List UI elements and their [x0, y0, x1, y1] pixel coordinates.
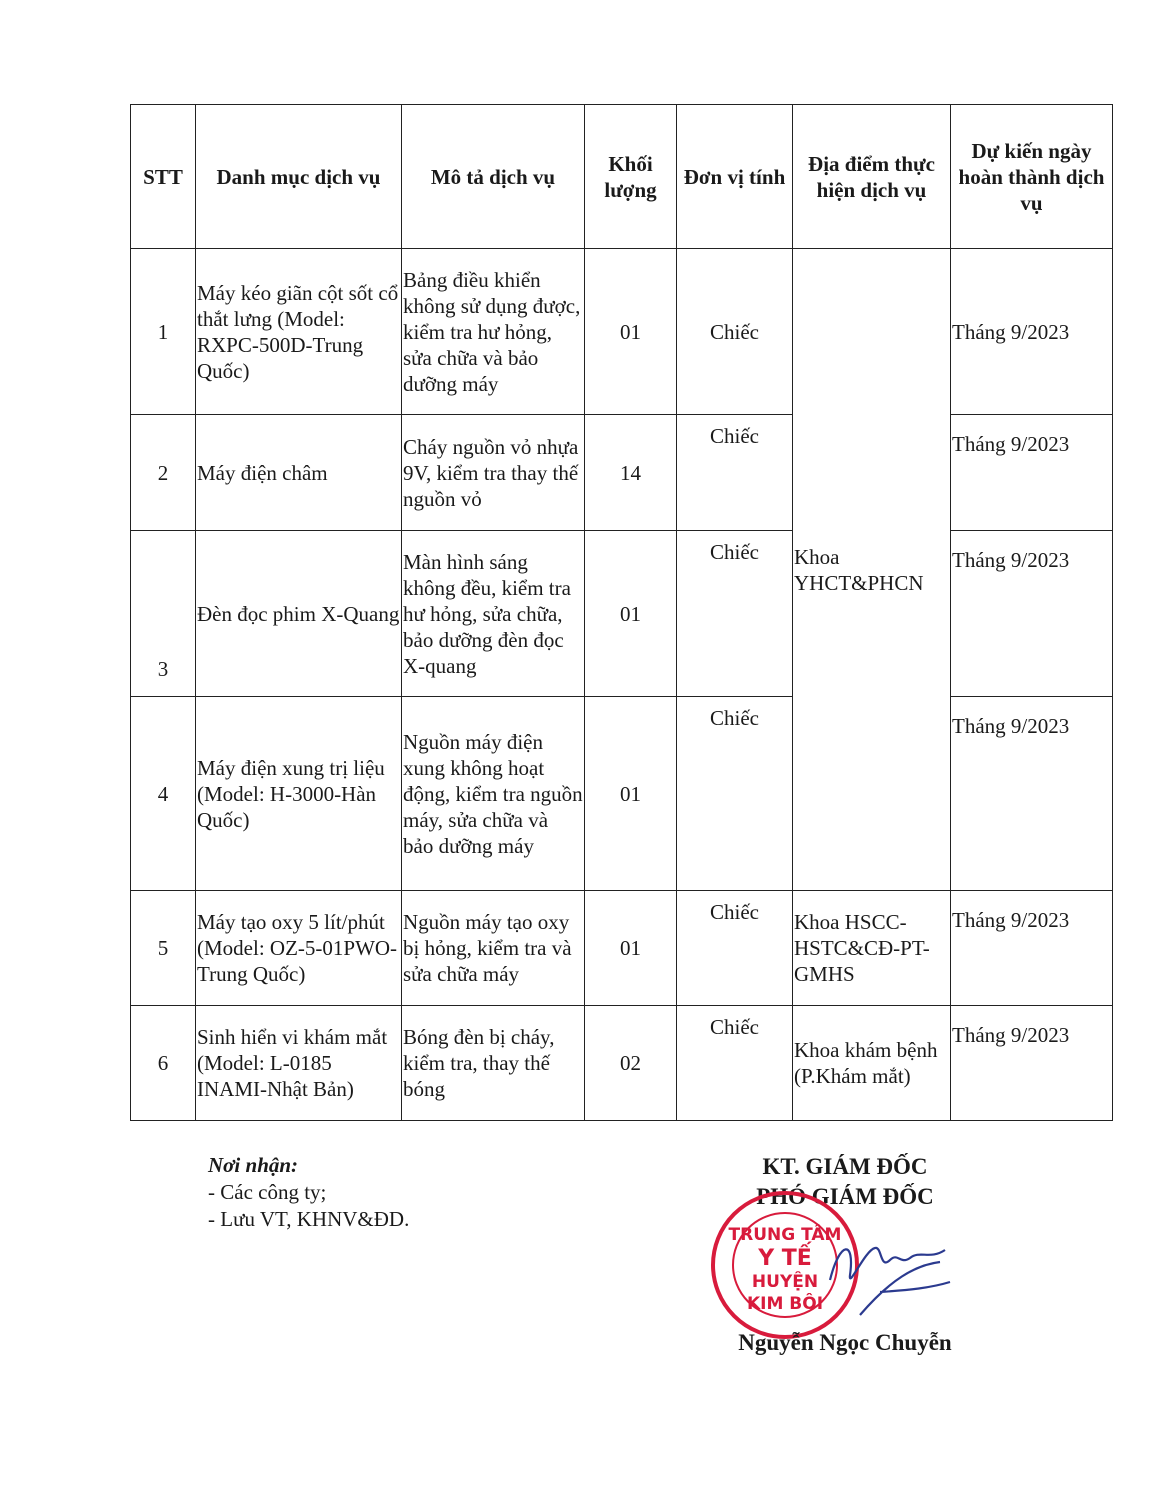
cell-category: Máy điện châm [196, 415, 402, 531]
cell-description: Nguồn máy tạo oxy bị hỏng, kiểm tra và sửa chữa máy [402, 891, 585, 1006]
cell-unit: Chiếc [677, 697, 793, 891]
cell-stt: 5 [131, 891, 196, 1006]
cell-location: Khoa HSCC-HSTC&CĐ-PT-GMHS [793, 891, 951, 1006]
cell-date: Tháng 9/2023 [951, 891, 1113, 1006]
seal-line: TRUNG TÂM [728, 1225, 842, 1245]
handwritten-signature-icon [820, 1220, 970, 1330]
signature-title-2: PHÓ GIÁM ĐỐC [756, 1184, 934, 1209]
cell-date: Tháng 9/2023 [951, 531, 1113, 697]
cell-unit: Chiếc [677, 1006, 793, 1121]
cell-location-merged: Khoa YHCT&PHCN [793, 249, 951, 891]
table-row [131, 697, 1113, 891]
cell-description: Bóng đèn bị cháy, kiểm tra, thay thế bóng [402, 1006, 585, 1121]
cell-description: Cháy nguồn vỏ nhựa 9V, kiểm tra thay thế nguồn vỏ [402, 415, 585, 531]
table-row [131, 415, 1113, 531]
header-unit: Đơn vị tính [677, 105, 793, 249]
seal-line: HUYỆN [751, 1272, 819, 1292]
signature-title-1: KT. GIÁM ĐỐC [762, 1154, 928, 1179]
recipient-item: - Các công ty; [208, 1180, 327, 1204]
cell-description: Màn hình sáng không đều, kiểm tra hư hỏng, sửa chữa, bảo dưỡng đèn đọc X-quang [402, 531, 585, 697]
header-location: Địa điểm thực hiện dịch vụ [793, 105, 951, 249]
service-table [130, 104, 1113, 1121]
cell-category: Máy điện xung trị liệu (Model: H-3000-Hàn Quốc) [196, 697, 402, 891]
recipient-item: - Lưu VT, KHNV&ĐD. [208, 1207, 410, 1231]
cell-unit: Chiếc [677, 249, 793, 415]
cell-quantity: 02 [585, 1006, 677, 1121]
seal-line: KIM BÔI [746, 1294, 824, 1314]
cell-date: Tháng 9/2023 [951, 1006, 1113, 1121]
cell-stt: 3 [131, 531, 196, 697]
cell-quantity: 14 [585, 415, 677, 531]
seal-line: Y TẾ [758, 1246, 812, 1271]
recipients-title: Nơi nhận: [208, 1153, 299, 1177]
header-date: Dự kiến ngày hoàn thành dịch vụ [951, 105, 1113, 249]
cell-quantity: 01 [585, 531, 677, 697]
table-row [131, 531, 1113, 697]
cell-location: Khoa khám bệnh (P.Khám mắt) [793, 1006, 951, 1121]
cell-stt: 6 [131, 1006, 196, 1121]
cell-unit: Chiếc [677, 891, 793, 1006]
table-row [131, 1006, 1113, 1121]
cell-unit: Chiếc [677, 531, 793, 697]
cell-category: Đèn đọc phim X-Quang [196, 531, 402, 697]
cell-quantity: 01 [585, 891, 677, 1006]
cell-stt: 1 [131, 249, 196, 415]
cell-date: Tháng 9/2023 [951, 697, 1113, 891]
header-stt: STT [131, 105, 196, 249]
header-quantity: Khối lượng [585, 105, 677, 249]
header-category: Danh mục dịch vụ [196, 105, 402, 249]
cell-stt: 2 [131, 415, 196, 531]
cell-quantity: 01 [585, 249, 677, 415]
signer-name: Nguyễn Ngọc Chuyễn [738, 1330, 952, 1355]
cell-date: Tháng 9/2023 [951, 249, 1113, 415]
cell-category: Sinh hiển vi khám mắt (Model: L-0185 INAMI-Nhật Bản) [196, 1006, 402, 1121]
cell-stt: 4 [131, 697, 196, 891]
header-description: Mô tả dịch vụ [402, 105, 585, 249]
cell-category: Máy kéo giãn cột sốt cổ thắt lưng (Model: RXPC-500D-Trung Quốc) [196, 249, 402, 415]
cell-category: Máy tạo oxy 5 lít/phút (Model: OZ-5-01PWO-Trung Quốc) [196, 891, 402, 1006]
cell-unit: Chiếc [677, 415, 793, 531]
table-header-row [131, 105, 1113, 249]
table-row [131, 891, 1113, 1006]
recipients-block [208, 1152, 409, 1233]
cell-date: Tháng 9/2023 [951, 415, 1113, 531]
cell-description: Bảng điều khiển không sử dụng được, kiểm tra hư hỏng, sửa chữa và bảo dưỡng máy [402, 249, 585, 415]
table-row [131, 249, 1113, 415]
cell-quantity: 01 [585, 697, 677, 891]
cell-description: Nguồn máy điện xung không hoạt động, kiểm tra nguồn máy, sửa chữa và bảo dưỡng máy [402, 697, 585, 891]
